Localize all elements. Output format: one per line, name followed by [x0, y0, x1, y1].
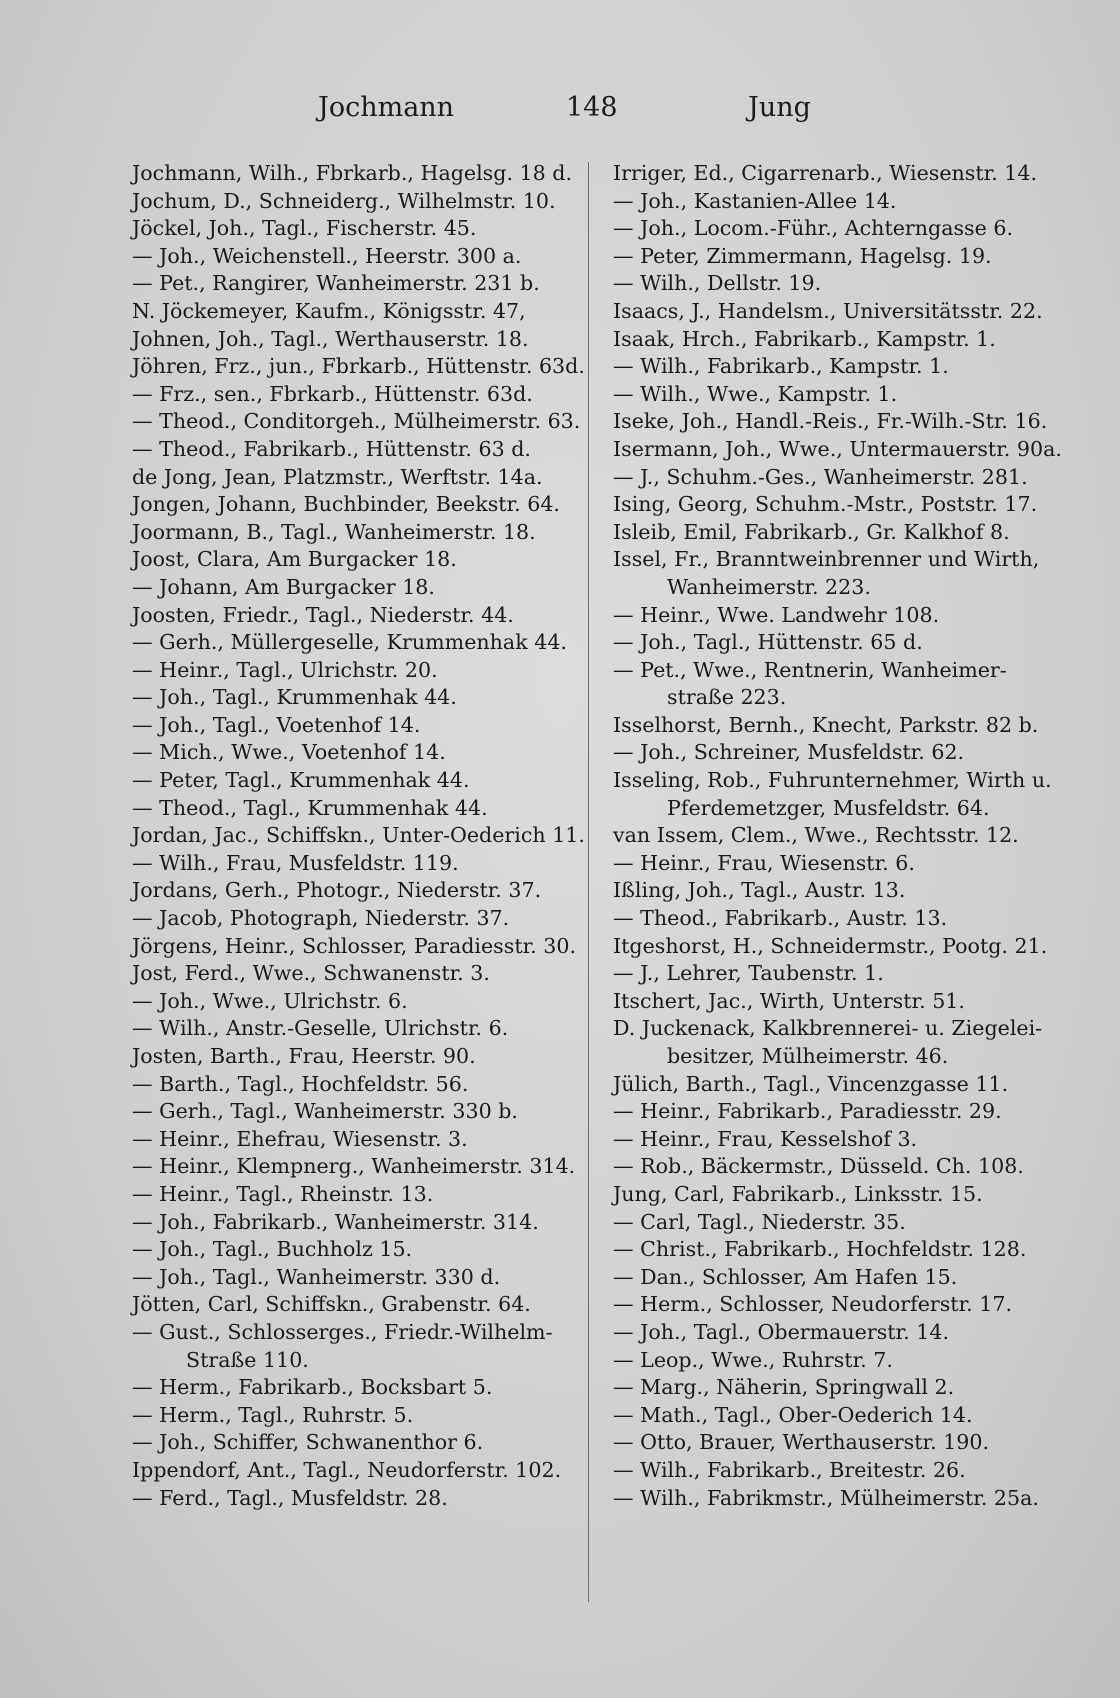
directory-entry: — Joh., Schreiner, Musfeldstr. 62.	[613, 740, 965, 765]
directory-entry: Isselhorst, Bernh., Knecht, Parkstr. 82 b.	[613, 712, 1039, 737]
directory-entry: — Christ., Fabrikarb., Hochfeldstr. 128.	[613, 1237, 1027, 1262]
directory-entry: Jötten, Carl, Schiffskn., Grabenstr. 64.	[132, 1292, 531, 1317]
directory-entry: — Math., Tagl., Ober-Oederich 14.	[613, 1402, 973, 1427]
page-header	[0, 92, 1120, 132]
directory-entry: — Joh., Tagl., Wanheimerstr. 330 d.	[132, 1264, 501, 1289]
directory-entry: Ißling, Joh., Tagl., Austr. 13.	[613, 878, 906, 903]
directory-entry: Jordan, Jac., Schiffskn., Unter-Oederich 11.	[132, 823, 585, 848]
directory-entry: — Wilh., Fabrikmstr., Mülheimerstr. 25a.	[613, 1485, 1039, 1510]
directory-entry: Isaak, Hrch., Fabrikarb., Kampstr. 1.	[613, 326, 996, 351]
directory-entry: Isseling, Rob., Fuhrunternehmer, Wirth u.	[613, 768, 1052, 793]
directory-entry: — Rob., Bäckermstr., Düsseld. Ch. 108.	[613, 1154, 1024, 1179]
directory-entry: — Carl, Tagl., Niederstr. 35.	[613, 1209, 906, 1234]
directory-entry: Jung, Carl, Fabrikarb., Linksstr. 15.	[613, 1181, 983, 1206]
directory-entry: Joormann, B., Tagl., Wanheimerstr. 18.	[132, 519, 536, 544]
directory-entry: — J., Schuhm.-Ges., Wanheimerstr. 281.	[613, 464, 1028, 489]
directory-entry: straße 223.	[667, 685, 787, 710]
directory-entry: Josten, Barth., Frau, Heerstr. 90.	[132, 1044, 476, 1068]
directory-entry: — Mich., Wwe., Voetenhof 14.	[132, 740, 446, 765]
directory-entry: Pferdemetzger, Musfeldstr. 64.	[667, 795, 990, 820]
directory-entry: — Joh., Locom.-Führ., Achterngasse 6.	[613, 216, 1013, 241]
directory-entry: Joosten, Friedr., Tagl., Niederstr. 44.	[132, 602, 514, 627]
directory-entry: van Issem, Clem., Wwe., Rechtsstr. 12.	[613, 823, 1019, 848]
directory-entry: — Wilh., Fabrikarb., Breitestr. 26.	[613, 1457, 966, 1482]
directory-entry: Jülich, Barth., Tagl., Vincenzgasse 11.	[613, 1071, 1009, 1096]
directory-entry: — Frz., sen., Fbrkarb., Hüttenstr. 63d.	[132, 381, 533, 406]
directory-entry: D. Juckenack, Kalkbrennerei- u. Ziegelei-	[613, 1016, 1043, 1041]
directory-entry: — Pet., Rangirer, Wanheimerstr. 231 b.	[132, 271, 540, 296]
directory-entry: — Gerh., Tagl., Wanheimerstr. 330 b.	[132, 1099, 518, 1124]
directory-entry: Jörgens, Heinr., Schlosser, Paradiesstr. 30.	[132, 933, 577, 958]
directory-entry: Jochmann, Wilh., Fbrkarb., Hagelsg. 18 d.	[132, 161, 573, 185]
directory-entry: — Joh., Tagl., Hüttenstr. 65 d.	[613, 630, 923, 655]
directory-entry: — Johann, Am Burgacker 18.	[132, 574, 435, 599]
directory-entry: — Pet., Wwe., Rentnerin, Wanheimer-	[613, 657, 1007, 682]
directory-entry: — Joh., Tagl., Obermauerstr. 14.	[613, 1319, 949, 1344]
directory-entry: Isleib, Emil, Fabrikarb., Gr. Kalkhof 8.	[613, 519, 1010, 544]
directory-entry: — J., Lehrer, Taubenstr. 1.	[613, 961, 884, 986]
directory-entry: Jordans, Gerh., Photogr., Niederstr. 37.	[132, 878, 542, 903]
directory-entry: Itschert, Jac., Wirth, Unterstr. 51.	[613, 988, 965, 1013]
directory-entry: — Gerh., Müllergeselle, Krummenhak 44.	[132, 630, 567, 655]
directory-entry: — Theod., Fabrikarb., Hüttenstr. 63 d.	[132, 436, 531, 461]
directory-entry: Straße 110.	[186, 1347, 309, 1372]
directory-entry: — Herm., Schlosser, Neudorferstr. 17.	[613, 1292, 1013, 1317]
directory-entry: — Joh., Wwe., Ulrichstr. 6.	[132, 988, 408, 1013]
directory-entry: Jost, Ferd., Wwe., Schwanenstr. 3.	[132, 961, 490, 986]
directory-entry: — Herm., Tagl., Ruhrstr. 5.	[132, 1402, 414, 1427]
directory-entry: — Wilh., Frau, Musfeldstr. 119.	[132, 850, 459, 875]
directory-entry: — Joh., Kastanien-Allee 14.	[613, 188, 897, 213]
directory-entry: Ising, Georg, Schuhm.-Mstr., Poststr. 17.	[613, 492, 1038, 517]
directory-entry: — Joh., Tagl., Krummenhak 44.	[132, 685, 457, 710]
directory-entry: Jochum, D., Schneiderg., Wilhelmstr. 10.	[132, 188, 556, 213]
directory-entry: — Heinr., Wwe. Landwehr 108.	[613, 602, 940, 627]
directory-entry: Issel, Fr., Branntweinbrenner und Wirth,	[613, 547, 1040, 572]
directory-entry: Isermann, Joh., Wwe., Untermauerstr. 90a.	[613, 436, 1062, 461]
directory-entry: — Heinr., Ehefrau, Wiesenstr. 3.	[132, 1126, 468, 1151]
directory-entry: — Joh., Tagl., Voetenhof 14.	[132, 712, 421, 737]
directory-entry: — Joh., Weichenstell., Heerstr. 300 a.	[132, 243, 522, 268]
directory-entry: Ippendorf, Ant., Tagl., Neudorferstr. 102.	[132, 1457, 562, 1482]
directory-entry: besitzer, Mülheimerstr. 46.	[667, 1044, 949, 1068]
directory-entry: — Heinr., Fabrikarb., Paradiesstr. 29.	[613, 1099, 1002, 1124]
directory-entry: — Herm., Fabrikarb., Bocksbart 5.	[132, 1375, 493, 1400]
directory-entry: — Heinr., Tagl., Ulrichstr. 20.	[132, 657, 438, 682]
directory-entry: Wanheimerstr. 223.	[667, 574, 871, 599]
page-number: 148	[566, 92, 618, 123]
directory-entry: — Marg., Näherin, Springwall 2.	[613, 1375, 955, 1400]
directory-entry: — Otto, Brauer, Werthauserstr. 190.	[613, 1430, 990, 1455]
directory-entry: — Joh., Tagl., Buchholz 15.	[132, 1237, 413, 1262]
left-column	[132, 160, 600, 1512]
right-column	[613, 160, 1093, 1512]
directory-entry: — Heinr., Klempnerg., Wanheimerstr. 314.	[132, 1154, 576, 1179]
directory-entry: — Peter, Tagl., Krummenhak 44.	[132, 768, 470, 793]
directory-entry: Irriger, Ed., Cigarrenarb., Wiesenstr. 14.	[613, 161, 1038, 185]
directory-entry: — Jacob, Photograph, Niederstr. 37.	[132, 906, 510, 931]
directory-entry: — Wilh., Wwe., Kampstr. 1.	[613, 381, 898, 406]
directory-entry: — Wilh., Anstr.-Geselle, Ulrichstr. 6.	[132, 1016, 509, 1041]
directory-entry: Jongen, Johann, Buchbinder, Beekstr. 64.	[132, 492, 560, 517]
directory-entry: — Gust., Schlosserges., Friedr.-Wilhelm-	[132, 1319, 553, 1344]
directory-entry: Jöhren, Frz., jun., Fbrkarb., Hüttenstr. 63d.	[132, 354, 585, 379]
directory-entry: — Heinr., Tagl., Rheinstr. 13.	[132, 1181, 434, 1206]
directory-entry: — Joh., Fabrikarb., Wanheimerstr. 314.	[132, 1209, 539, 1234]
directory-entry: — Barth., Tagl., Hochfeldstr. 56.	[132, 1071, 469, 1096]
directory-entry: de Jong, Jean, Platzmstr., Werftstr. 14a.	[132, 464, 543, 489]
directory-entry: — Heinr., Frau, Kesselshof 3.	[613, 1126, 918, 1151]
directory-entry: — Theod., Conditorgeh., Mülheimerstr. 63.	[132, 409, 581, 434]
directory-entry: — Joh., Schiffer, Schwanenthor 6.	[132, 1430, 484, 1455]
directory-entry: Isaacs, J., Handelsm., Universitätsstr. 22.	[613, 298, 1043, 323]
directory-entry: N. Jöckemeyer, Kaufm., Königsstr. 47,	[132, 298, 526, 323]
directory-entry: Itgeshorst, H., Schneidermstr., Pootg. 21.	[613, 933, 1048, 958]
running-head-left: Jochmann	[318, 92, 455, 123]
directory-entry: Iseke, Joh., Handl.-Reis., Fr.-Wilh.-Str. 16.	[613, 409, 1048, 434]
directory-entry: Johnen, Joh., Tagl., Werthauserstr. 18.	[132, 326, 529, 351]
directory-entry: — Theod., Fabrikarb., Austr. 13.	[613, 906, 948, 931]
directory-entry: Jöckel, Joh., Tagl., Fischerstr. 45.	[132, 216, 477, 241]
directory-entry: — Peter, Zimmermann, Hagelsg. 19.	[613, 243, 992, 268]
directory-entry: — Ferd., Tagl., Musfeldstr. 28.	[132, 1485, 448, 1510]
directory-entry: — Heinr., Frau, Wiesenstr. 6.	[613, 850, 915, 875]
directory-entry: — Dan., Schlosser, Am Hafen 15.	[613, 1264, 958, 1289]
running-head-right: Jung	[748, 92, 811, 123]
directory-entry: — Theod., Tagl., Krummenhak 44.	[132, 795, 488, 820]
directory-entry: — Wilh., Dellstr. 19.	[613, 271, 822, 296]
directory-entry: Joost, Clara, Am Burgacker 18.	[132, 547, 457, 572]
directory-entry: — Leop., Wwe., Ruhrstr. 7.	[613, 1347, 893, 1372]
directory-entry: — Wilh., Fabrikarb., Kampstr. 1.	[613, 354, 949, 379]
